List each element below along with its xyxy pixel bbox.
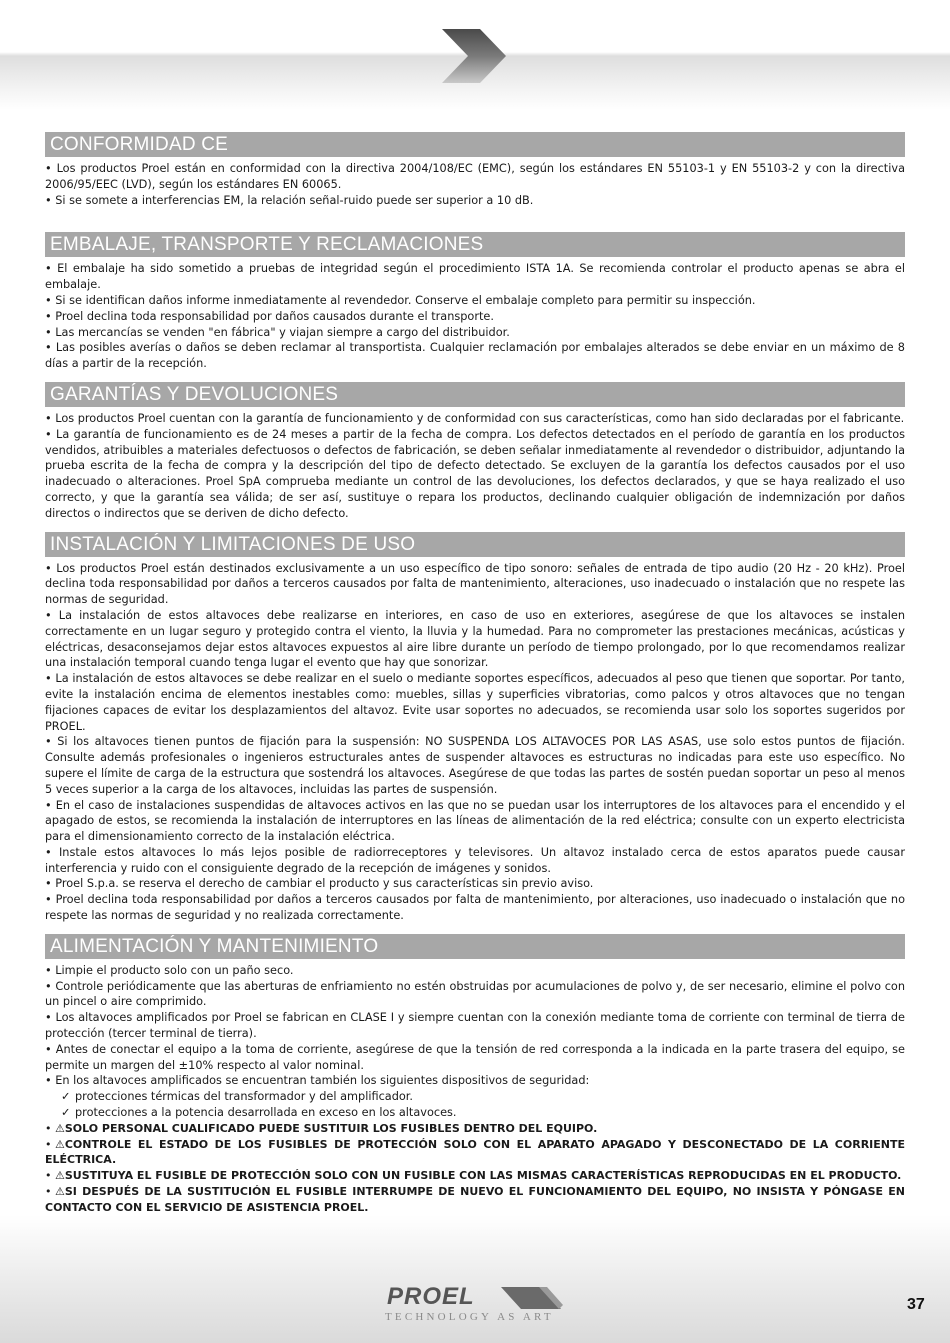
warning-icon: • ⚠ [45, 1121, 65, 1135]
section-spacer [45, 208, 905, 232]
section-title: INSTALACIÓN Y LIMITACIONES DE USO [45, 532, 905, 557]
warning-item [45, 1121, 905, 1137]
section-title: GARANTÍAS Y DEVOLUCIONES [45, 382, 905, 407]
paragraph: • Si se somete a interferencias EM, la relación señal-ruido puede ser superior a 10 dB. [45, 193, 534, 207]
paragraph: • La instalación de estos altavoces se debe realizar en el suelo o mediante soportes específicos, adecuados al peso que tienen que soportar. Por tanto, evite la instalación encima de elementos inestables como: muebles, sillas y superficies vibratorias, como palcos y otros altavoces que no tengan fijaciones capaces de evitar los desplazamientos del altavoz. Evite usar soportes no adecuados, se recomienda usar solo los soportes sugeridos por PROEL. [45, 672, 905, 733]
section-embalaje [45, 232, 905, 372]
warning-text: SOLO PERSONAL CUALIFICADO PUEDE SUSTITUIR LOS FUSIBLES DENTRO DEL EQUIPO. [64, 1121, 598, 1135]
paragraph: • Si los altavoces tienen puntos de fijación para la suspensión: NO SUSPENDA LOS ALTAVOCES POR LAS ASAS, use solo estos puntos de fijación. Consulte además profesionales o ingenieros estructurales antes de suspender altavoces es estructuras no indicadas para este uso específico. No supere el límite de carga de la estructura que sostendrá los altavoces. Asegúrese de que todas las partes de sostén puedan soportar un peso al menos 5 veces superior a la carga de los altavoces, incluidas las partes de suspensión. [45, 735, 905, 796]
section-spacer [45, 522, 905, 532]
warning-item [45, 1137, 905, 1169]
section-spacer [45, 924, 905, 934]
section-conformidad-ce [45, 132, 905, 208]
paragraph: • Las posibles averías o daños se deben reclamar al transportista. Cualquier reclamación por embalajes alterados se debe enviar en un máximo de 8 días a partir de la recepción. [45, 341, 905, 371]
paragraph: • Los productos Proel cuentan con la garantía de funcionamiento y de conformidad con sus características, como han sido declaradas por el fabricante. [45, 411, 905, 425]
checklist-item [61, 1105, 905, 1121]
paragraph: • Instale estos altavoces lo más lejos posible de radiorreceptores y televisores. Un altavoz instalado cerca de estos aparatos puede causar interferencia y ruido con el consiguiente degrado de la recepción de imágenes y sonidos. [45, 845, 905, 875]
paragraph: • Proel S.p.a. se reserva el derecho de cambiar el producto y sus características sin previo aviso. [45, 877, 594, 891]
logo-tagline: TECHNOLOGY AS ART [385, 1311, 554, 1323]
document-body [45, 132, 905, 1216]
section-instalacion [45, 532, 905, 924]
check-icon: ✓ [61, 1090, 71, 1104]
checklist-text: protecciones térmicas del transformador y del amplificador. [75, 1090, 414, 1104]
paragraph: • Si se identifican daños informe inmediatamente al revendedor. Conserve el embalaje completo para permitir su inspección. [45, 293, 756, 307]
warning-item [45, 1184, 905, 1216]
warning-text: SI DESPUÉS DE LA SUSTITUCIÓN EL FUSIBLE INTERRUMPE DE NUEVO EL FUNCIONAMIENTO DEL EQUIPO, NO INSISTA Y PÓNGASE EN CONTACTO CON EL SERVICIO DE ASISTENCIA PROEL. [45, 1185, 905, 1214]
paragraph: • La instalación de estos altavoces debe realizarse en interiores, en caso de uso en exteriores, asegúrese de que los altavoces se instalen correctamente en un lugar seguro y protegido contra el viento, la lluvia y la humedad. Para no comprometer las prestaciones mecánicas, acústicas y eléctricas, desaconsejamos dejar estos altavoces expuestos al aire libre durante un período de tiempo prolongado, por lo que recomendamos realizar una instalación temporal cuando tenga lugar el evento que hay que sonorizar. [45, 608, 905, 670]
section-alimentacion [45, 934, 905, 1216]
paragraph: • Antes de conectar el equipo a la toma de corriente, asegúrese de que la tensión de red corresponda a la indicada en la parte trasera del equipo, se permite un margen del ±10% respecto al valor nominal. [45, 1042, 905, 1072]
paragraph: • La garantía de funcionamiento es de 24 meses a partir de la fecha de compra. Los defectos detectados en el período de garantía en los productos vendidos, atribuibles a materiales defectuosos o defectos de fabricación, se deben señalar inmediatamente al revendedor o distribuidor, adjuntando la prueba escrita de la fecha de compra y la descripción del tipo de defecto detectado. Se excluyen de la garantía los defectos causados por el uso inadecuado o alteraciones. Proel SpA comprueba mediante un control de las devoluciones, los defectos declarados, y que se haya realizado el uso correcto, y que la garantía sea válida; de ser así, sustituye o repara los productos, declinando cualquier obligación de indemnización por daños directos o indirectos que se deriven de dicho defecto. [45, 427, 905, 520]
warning-icon: • ⚠ [45, 1185, 65, 1199]
section-title: EMBALAJE, TRANSPORTE Y RECLAMACIONES [45, 232, 905, 257]
logo-wordmark: PROEL [387, 1283, 475, 1310]
section-title: ALIMENTACIÓN Y MANTENIMIENTO [45, 934, 905, 959]
checklist-item [61, 1089, 905, 1105]
warning-icon: • ⚠ [45, 1137, 65, 1151]
section-title: CONFORMIDAD CE [45, 132, 905, 157]
paragraph: • En los altavoces amplificados se encuentran también los siguientes dispositivos de seguridad: [45, 1074, 590, 1088]
paragraph: • Limpie el producto solo con un paño seco. [45, 963, 294, 977]
checklist-text: protecciones a la potencia desarrollada en exceso en los altavoces. [75, 1106, 457, 1120]
paragraph: • El embalaje ha sido sometido a pruebas de integridad según el procedimiento ISTA 1A. Se recomienda controlar el producto apenas se abra el embalaje. [45, 262, 905, 292]
warning-item [45, 1168, 905, 1184]
paragraph: • Proel declina toda responsabilidad por daños a terceros causados por falta de mantenimiento, por alteraciones, uso inadecuado o instalación que no respete las normas de seguridad y no realizada correctamente. [45, 893, 905, 923]
paragraph: • En el caso de instalaciones suspendidas de altavoces activos en las que no se puedan usar los interruptores de los altavoces para el encendido y el apagado de estos, se recomienda la instalación de interruptores en las líneas de alimentación de la red eléctrica; consulte con un experto electricista para el dimensionamiento correcto de la instalación eléctrica. [45, 798, 905, 844]
proel-logo [385, 1283, 567, 1329]
paragraph: • Los productos Proel están destinados exclusivamente a un uso específico de tipo sonoro: señales de entrada de tipo audio (20 Hz - 20 kHz). Proel declina toda responsabilidad por daños a terceros causados por falta de mantenimiento, alteraciones, uso inadecuado o instalación que no respete las normas de seguridad. [45, 561, 905, 607]
section-spacer [45, 372, 905, 382]
warning-text: SUSTITUYA EL FUSIBLE DE PROTECCIÓN SOLO CON UN FUSIBLE CON LAS MISMAS CARACTERÍSTICAS REPRODUCIDAS EN EL PRODUCTO. [64, 1169, 902, 1183]
chevron-right-icon [442, 29, 508, 83]
logo-chevron-icon [501, 1287, 563, 1309]
section-garantias [45, 382, 905, 522]
paragraph: • Las mercancías se venden "en fábrica" y viajan siempre a cargo del distribuidor. [45, 325, 510, 339]
page-number: 37 [907, 1296, 925, 1313]
warning-text: CONTROLE EL ESTADO DE LOS FUSIBLES DE PROTECCIÓN SOLO CON EL APARATO APAGADO Y DESCONECTADO DE LA CORRIENTE ELÉCTRICA. [45, 1137, 905, 1167]
paragraph: • Los productos Proel están en conformidad con la directiva 2004/108/EC (EMC), según los estándares EN 55103-1 y EN 55103-2 y con la directiva 2006/95/EEC (LVD), según los estándares EN 60065. [45, 162, 905, 191]
warning-icon: • ⚠ [45, 1169, 65, 1183]
check-icon: ✓ [61, 1106, 71, 1120]
paragraph: • Los altavoces amplificados por Proel se fabrican en CLASE I y siempre cuentan con la conexión mediante toma de corriente con terminal de tierra de protección (tercer terminal de tierra). [45, 1011, 905, 1041]
paragraph: • Proel declina toda responsabilidad por daños causados durante el transporte. [45, 309, 494, 323]
paragraph: • Controle periódicamente que las aberturas de enfriamiento no estén obstruidas por acumulaciones de polvo y, de ser necesario, elimine el polvo con un pincel o aire comprimido. [45, 979, 905, 1009]
